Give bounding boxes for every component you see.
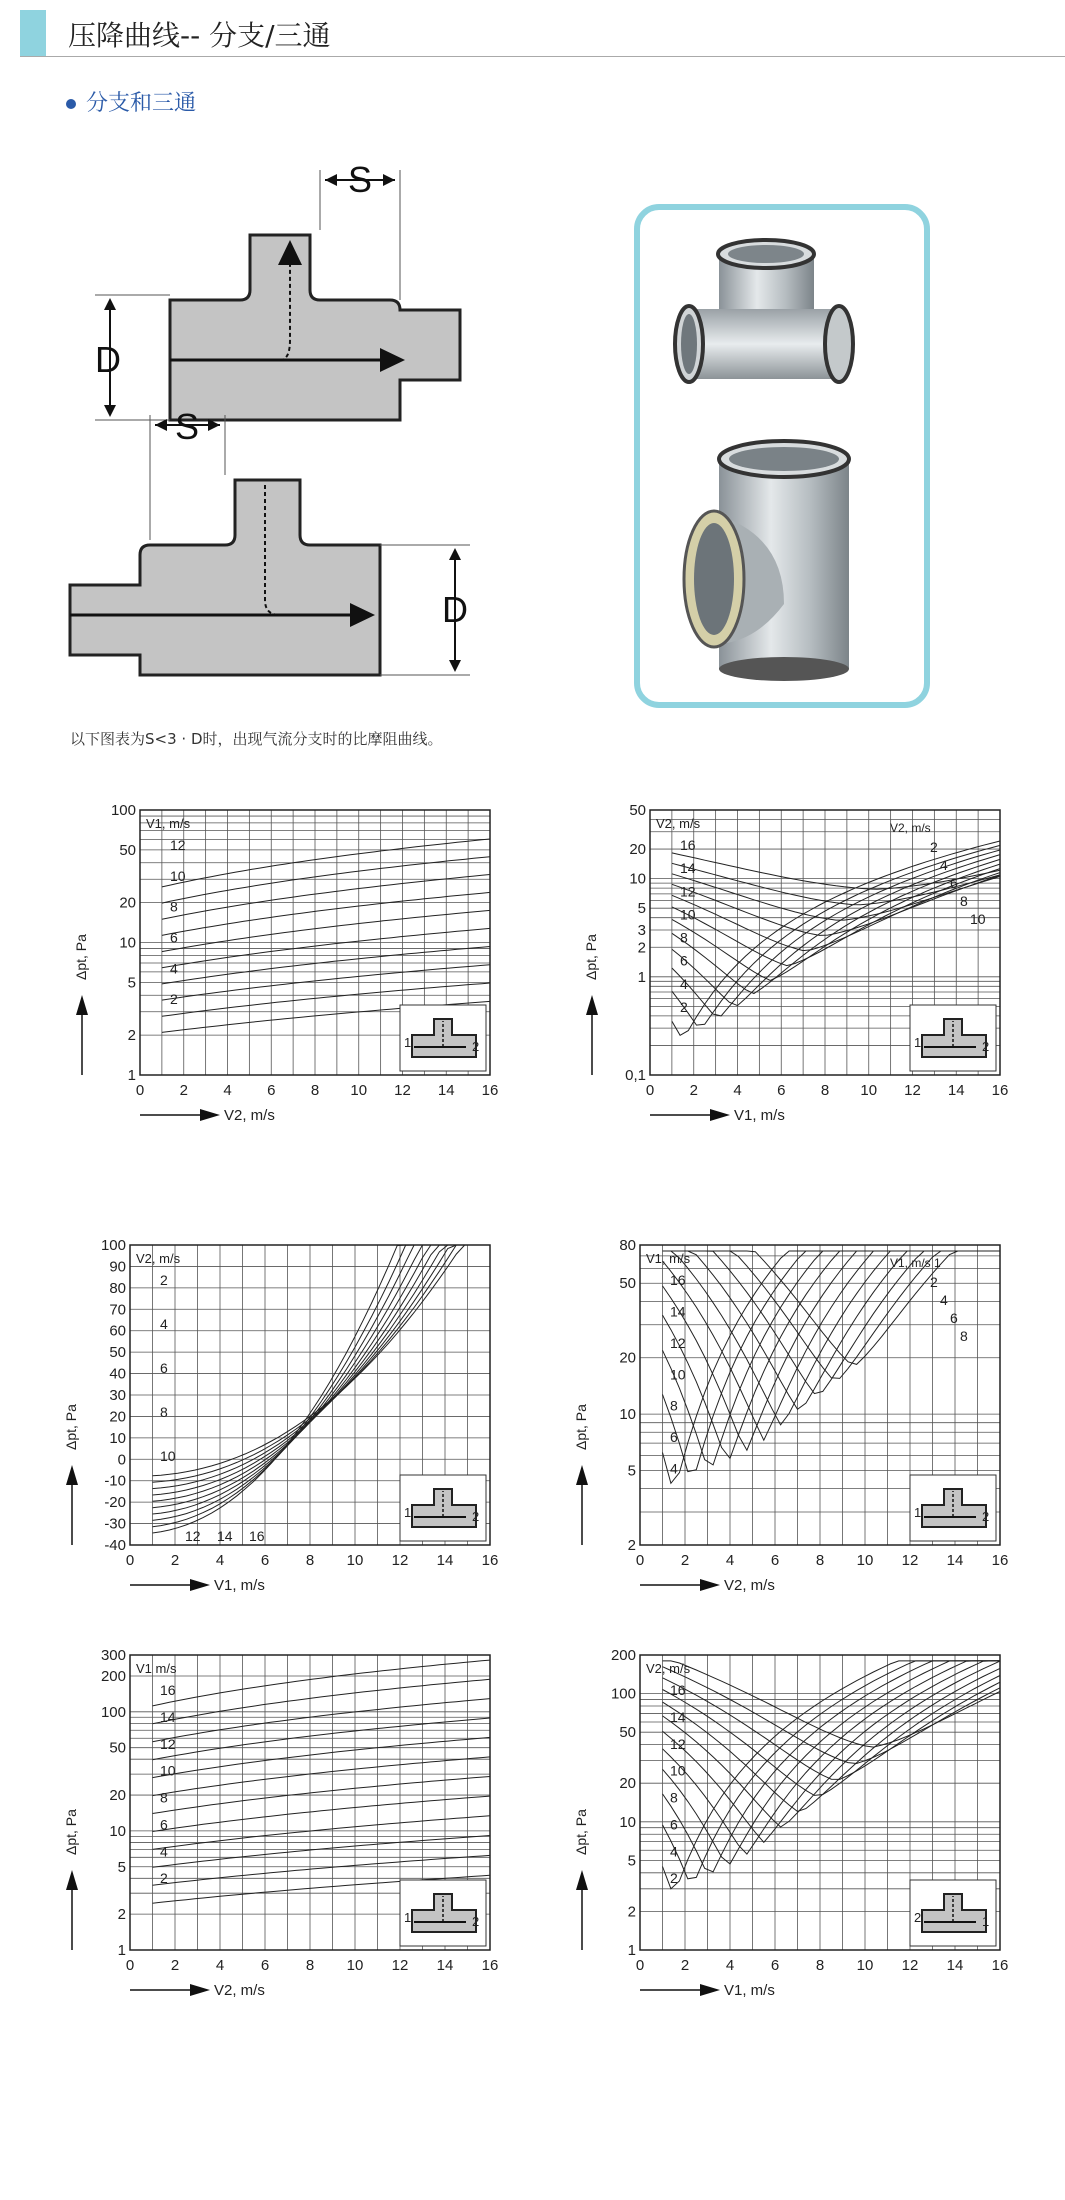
y-tick-label: 100 [100,1703,126,1721]
curve-label: 4 [670,1843,678,1860]
x-tick-label: 0 [635,1552,645,1569]
y-tick-label: 200 [610,1647,636,1664]
y-tick-label: 10 [119,934,136,952]
tee-diagram-top [95,159,460,420]
curve-label: 12 [670,1334,686,1351]
y-tick-label: 20 [119,894,136,912]
y-axis-arrow-head [586,995,598,1015]
x-tick-label: 2 [689,1082,698,1099]
x-axis-label: V1, m/s [214,1577,265,1594]
y-tick-label: 1 [637,968,646,986]
curve-label: 6 [160,1816,168,1833]
curve-label: 8 [160,1404,168,1420]
curve-label: 6 [170,929,178,946]
x-axis-label: V2, m/s [224,1107,275,1124]
y-tick-label: 2 [627,1903,636,1921]
y-tick-label: 40 [109,1365,126,1383]
icon-port-label: 2 [472,1039,480,1054]
y-tick-label: 5 [117,1858,126,1876]
x-tick-label: 16 [991,1552,1009,1569]
y-tick-label: 20 [629,841,646,859]
pressure-chart-5 [60,1645,530,2050]
x-axis-arrow-head [710,1109,730,1121]
y-axis-label: Δpt, Pa [583,934,599,980]
y-tick-label: 2 [127,1027,136,1045]
curve-label: 2 [160,1272,168,1288]
curve-label: 4 [160,1316,168,1332]
bottom-curve-label: 16 [249,1528,265,1544]
bullet-icon [66,99,76,109]
pressure-chart-1 [70,800,530,1175]
x-tick-label: 6 [260,1957,270,1974]
series-curve [663,1667,1001,1764]
icon-port-label: 1 [982,1914,990,1929]
x-tick-label: 6 [267,1082,276,1099]
x-tick-label: 4 [725,1957,735,1974]
y-tick-label: 10 [629,870,646,888]
s-label: S [347,159,373,200]
right-curve-label: 8 [960,893,968,909]
series-curve [162,892,490,935]
curve-label: 8 [170,898,178,915]
y-tick-label: 1 [627,1942,636,1959]
curve-label: 6 [680,952,688,969]
curve-label: 16 [680,837,696,853]
curve-label: 10 [160,1762,176,1779]
right-curve-label: 6 [950,875,958,891]
x-tick-label: 12 [901,1957,919,1974]
x-tick-label: 16 [481,1957,499,1974]
product-photo [634,204,930,708]
y-tick-label: 10 [109,1822,126,1840]
y-axis-arrow-head [66,1870,78,1890]
x-tick-label: 12 [391,1957,409,1974]
series-curve [153,1836,491,1868]
x-tick-label: 4 [223,1082,232,1099]
chart-note: 以下图表为S<3 · D时，出现气流分支时的比摩阻曲线。 [70,730,443,748]
x-axis-label: V1, m/s [734,1107,785,1124]
y-tick-label: 2 [637,939,646,957]
series-curve [663,1251,1001,1440]
y-tick-label: 100 [100,1237,126,1254]
pressure-chart-3 [60,1235,530,1645]
series-curve [162,947,490,984]
series-title: V1, m/s [146,816,191,831]
curve-label: 10 [670,1762,686,1779]
y-tick-label: 50 [109,1739,126,1757]
pressure-chart-2 [580,800,1040,1175]
curve-label: 6 [670,1429,678,1446]
curve-label: 2 [670,1870,678,1887]
series-title: V2, m/s [136,1251,181,1266]
x-tick-label: 0 [125,1552,135,1569]
y-axis-label: Δpt, Pa [573,1404,589,1450]
x-tick-label: 16 [481,1082,499,1099]
x-tick-label: 6 [777,1082,786,1099]
y-tick-label: 80 [619,1237,636,1254]
right-curve-label: 4 [940,857,948,873]
x-axis-label: V2, m/s [214,1982,265,1999]
series-curve [663,1251,1001,1472]
series-curve [153,1816,491,1850]
tee-diagram-bottom [70,406,470,675]
right-series-title: V2, m/s [890,821,931,835]
curve-label: 2 [680,998,688,1015]
curve-label: 10 [170,867,186,884]
curve-label: 8 [670,1789,678,1806]
y-tick-label: 3 [637,921,646,939]
y-tick-label: 20 [619,1775,636,1793]
x-tick-label: 14 [436,1552,454,1569]
y-tick-label: 5 [127,974,136,992]
x-tick-label: 0 [645,1082,655,1099]
curve-label: 14 [160,1708,176,1725]
x-axis-arrow-head [700,1984,720,1996]
section-title: 分支和三通 [86,91,197,116]
curve-label: 12 [160,1735,176,1752]
y-tick-label: 50 [619,1275,636,1293]
curve-label: 12 [680,883,696,900]
x-axis-label: V1, m/s [724,1982,775,1999]
right-curve-label: 10 [970,911,986,927]
icon-port-label: 1 [404,1910,412,1925]
x-tick-label: 12 [394,1082,411,1099]
y-tick-label: -30 [104,1515,126,1533]
tee-diagrams [60,150,500,710]
x-tick-label: 16 [991,1082,1009,1099]
y-tick-label: 20 [619,1349,636,1367]
series-curve [153,1245,491,1495]
y-tick-label: 1 [117,1942,126,1959]
y-tick-label: 300 [100,1647,126,1664]
y-tick-label: 5 [627,1852,636,1870]
bottom-curve-label: 14 [217,1528,233,1544]
x-tick-label: 14 [437,1082,455,1099]
right-curve-label: 6 [950,1310,958,1326]
x-tick-label: 4 [215,1957,225,1974]
x-axis-arrow-head [200,1109,220,1121]
series-curve [663,1678,1001,1780]
y-tick-label: 10 [619,1813,636,1831]
x-tick-label: 4 [725,1552,735,1569]
curve-label: 8 [670,1397,678,1414]
icon-port-label: 1 [914,1035,922,1050]
icon-port-label: 2 [472,1914,480,1929]
y-tick-label: 80 [109,1279,126,1297]
y-tick-label: 50 [629,802,646,819]
x-tick-label: 14 [946,1552,964,1569]
icon-port-label: 2 [472,1509,480,1524]
y-tick-label: -20 [104,1494,126,1512]
curve-label: 14 [670,1303,686,1320]
y-axis-arrow-head [76,995,88,1015]
x-tick-label: 2 [179,1082,188,1099]
x-tick-label: 12 [901,1552,919,1569]
series-curve [162,910,490,951]
x-tick-label: 8 [305,1552,315,1569]
y-tick-label: 10 [109,1429,126,1447]
x-tick-label: 10 [350,1082,368,1099]
y-tick-label: 20 [109,1787,126,1805]
y-axis-label: Δpt, Pa [73,934,89,980]
series-curve [663,1661,1001,1842]
y-tick-label: 0,1 [625,1067,646,1084]
icon-port-label: 1 [404,1035,412,1050]
x-tick-label: 10 [860,1082,878,1099]
y-tick-label: 70 [109,1301,126,1319]
y-tick-label: 2 [627,1537,636,1554]
y-tick-label: 2 [117,1906,126,1924]
x-tick-label: 0 [135,1082,145,1099]
right-curve-label: 2 [930,839,938,855]
y-tick-label: 5 [627,1462,636,1480]
x-tick-label: 2 [170,1552,180,1569]
y-axis-label: Δpt, Pa [63,1809,79,1855]
x-tick-label: 4 [215,1552,225,1569]
curve-label: 4 [670,1460,678,1477]
series-curve [153,1699,491,1742]
curve-label: 8 [160,1789,168,1806]
x-tick-label: 8 [305,1957,315,1974]
y-tick-label: 30 [109,1387,126,1404]
series-curve [153,1737,491,1777]
y-tick-label: 5 [637,900,646,918]
x-tick-label: 0 [125,1957,135,1974]
curve-label: 10 [670,1366,686,1383]
icon-port-label: 2 [914,1910,922,1925]
series-curve [663,1251,1001,1450]
x-tick-label: 10 [856,1957,874,1974]
y-tick-label: 10 [619,1406,636,1424]
series-curve [663,1251,1001,1425]
x-tick-label: 16 [991,1957,1009,1974]
y-tick-label: 0 [117,1451,126,1469]
series-curve [153,1245,491,1501]
section-heading [66,86,196,117]
series-curve [153,1245,491,1489]
curve-label: 2 [160,1870,168,1887]
right-series-title: V1, m/s 1 [890,1256,941,1270]
series-curve [663,1661,1001,1827]
curve-label: 12 [670,1735,686,1752]
series-curve [672,845,1000,1025]
y-axis-arrow-head [576,1465,588,1485]
curve-label: 4 [680,975,688,992]
y-tick-label: 100 [610,1685,636,1703]
right-curve-label: 8 [960,1328,968,1344]
x-tick-label: 14 [947,1082,965,1099]
series-curve [153,1245,491,1482]
curve-label: 16 [670,1682,686,1698]
x-axis-arrow-head [190,1579,210,1591]
curve-label: 10 [680,906,696,923]
x-tick-label: 10 [346,1552,364,1569]
series-curve [663,1661,1001,1747]
pressure-chart-4 [570,1235,1040,1645]
y-tick-label: 90 [109,1258,126,1276]
s-label: S [174,406,200,447]
series-curve [153,1796,491,1831]
curve-label: 4 [160,1843,168,1860]
x-tick-label: 12 [904,1082,921,1099]
curve-label: 2 [170,991,178,1008]
curve-label: 6 [670,1816,678,1833]
x-tick-label: 4 [733,1082,742,1099]
y-axis-arrow-head [66,1465,78,1485]
x-tick-label: 10 [856,1552,874,1569]
series-title: V1, m/s [646,1251,691,1266]
series-title: V1 m/s [136,1661,177,1676]
x-tick-label: 8 [815,1552,825,1569]
x-tick-label: 8 [820,1082,830,1099]
y-tick-label: 100 [110,802,136,819]
icon-port-label: 1 [914,1505,922,1520]
header-accent-bar [20,10,46,56]
curve-label: 12 [170,837,186,853]
icon-port-label: 2 [982,1509,990,1524]
y-tick-label: 50 [119,841,136,859]
y-tick-label: -10 [104,1472,126,1490]
pressure-chart-6 [570,1645,1040,2050]
curve-label: 6 [160,1360,168,1376]
x-axis-arrow-head [700,1579,720,1591]
series-curve [663,1251,1001,1483]
x-axis-arrow-head [190,1984,210,1996]
x-tick-label: 8 [310,1082,320,1099]
y-tick-label: 50 [109,1344,126,1362]
page-header [20,10,1065,57]
y-axis-arrow-head [576,1870,588,1890]
y-tick-label: 60 [109,1322,126,1340]
d-label: D [95,339,121,380]
curve-label: 14 [680,860,696,877]
x-axis-label: V2, m/s [724,1577,775,1594]
x-tick-label: 14 [946,1957,964,1974]
x-tick-label: 2 [170,1957,180,1974]
series-title: V2, m/s [646,1661,691,1676]
y-tick-label: -40 [104,1537,126,1554]
series-curve [153,1660,491,1706]
x-tick-label: 14 [436,1957,454,1974]
icon-port-label: 1 [404,1505,412,1520]
x-tick-label: 6 [770,1957,780,1974]
curve-label: 16 [160,1682,176,1698]
x-tick-label: 2 [680,1552,690,1569]
right-curve-label: 4 [940,1292,948,1308]
y-tick-label: 20 [109,1408,126,1426]
page-title: 压降曲线-- 分支/三通 [68,19,331,52]
x-tick-label: 2 [680,1957,690,1974]
series-title: V2, m/s [656,816,701,831]
x-tick-label: 0 [635,1957,645,1974]
x-tick-label: 12 [391,1552,409,1569]
x-tick-label: 16 [481,1552,499,1569]
series-curve [153,1245,491,1476]
curve-label: 10 [160,1448,176,1464]
d-label: D [442,589,468,630]
y-tick-label: 200 [100,1667,126,1685]
x-tick-label: 10 [346,1957,364,1974]
y-axis-label: Δpt, Pa [573,1809,589,1855]
x-tick-label: 8 [815,1957,825,1974]
x-tick-label: 6 [260,1552,270,1569]
curve-label: 16 [670,1272,686,1288]
y-tick-label: 50 [619,1724,636,1742]
curve-label: 14 [670,1708,686,1725]
y-tick-label: 1 [127,1067,136,1084]
curve-label: 4 [170,960,178,977]
curve-label: 8 [680,929,688,946]
series-curve [663,1251,1001,1409]
x-tick-label: 6 [770,1552,780,1569]
y-axis-label: Δpt, Pa [63,1404,79,1450]
right-curve-label: 2 [930,1274,938,1290]
series-curve [153,1757,491,1796]
bottom-curve-label: 12 [185,1528,201,1544]
series-curve [663,1668,1001,1811]
icon-port-label: 2 [982,1039,990,1054]
